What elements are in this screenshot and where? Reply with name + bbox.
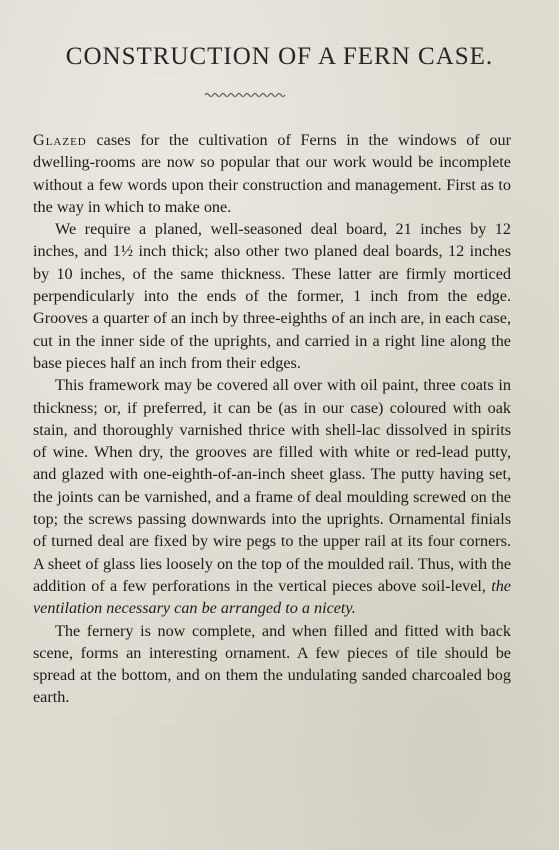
paragraph-1-lead: Glazed xyxy=(33,131,87,149)
paragraph-1-text: cases for the cultivation of Ferns in the windows of our dwelling-rooms are now so popular that our work would be incomplete without a few words upon their construction and management. First as to the way in which to make one. xyxy=(33,131,511,216)
paragraph-3-text: This framework may be covered all over with oil paint, three coats in thickness; or, if preferred, it can be (as in our case) coloured with oak stain, and thoroughly varnished thrice with shell-lac dissolved in spirits of wine. When dry, the grooves are filled with white or red-lead putty, and glazed with one-eighth-of-an-inch sheet glass. The putty having set, the joints can be varnished, and a frame of deal moulding screwed on the top; the screws passing downwards into the uprights. Ornamental finials of turned deal are fixed by wire pegs to the upper rail at its four corners. A sheet of glass lies loosely on the top of the moulded rail. Thus, with the addition of a few perforations in the vertical pieces above soil-level, xyxy=(33,376,511,595)
decorative-rule-ornament xyxy=(205,90,287,100)
paragraph-4: The fernery is now complete, and when filled and fitted with back scene, forms an interesting ornament. A few pieces of tile should be spread at the bottom, and on them the undulating sanded charcoaled bog earth. xyxy=(33,621,511,707)
paragraph-3-italic: the ventilation necessary can be arranged to a nicety. xyxy=(33,576,511,618)
article-body xyxy=(33,129,511,709)
paragraph-1 xyxy=(33,129,511,218)
page-title: CONSTRUCTION OF A FERN CASE. xyxy=(65,43,494,70)
paragraph-3 xyxy=(33,374,511,619)
paragraph-2: We require a planed, well-seasoned deal board, 21 inches by 12 inches, and 1½ inch thick; also other two planed deal boards, 12 inches by 10 inches, of the same thickness. These latter are firmly morticed perpendicularly into the ends of the former, 1 inch from the edge. Grooves a quarter of an inch by three-eighths of an inch are, in each case, cut in the inner side of the uprights, and carried in a right line along the base pieces half an inch from their edges. xyxy=(33,220,511,372)
